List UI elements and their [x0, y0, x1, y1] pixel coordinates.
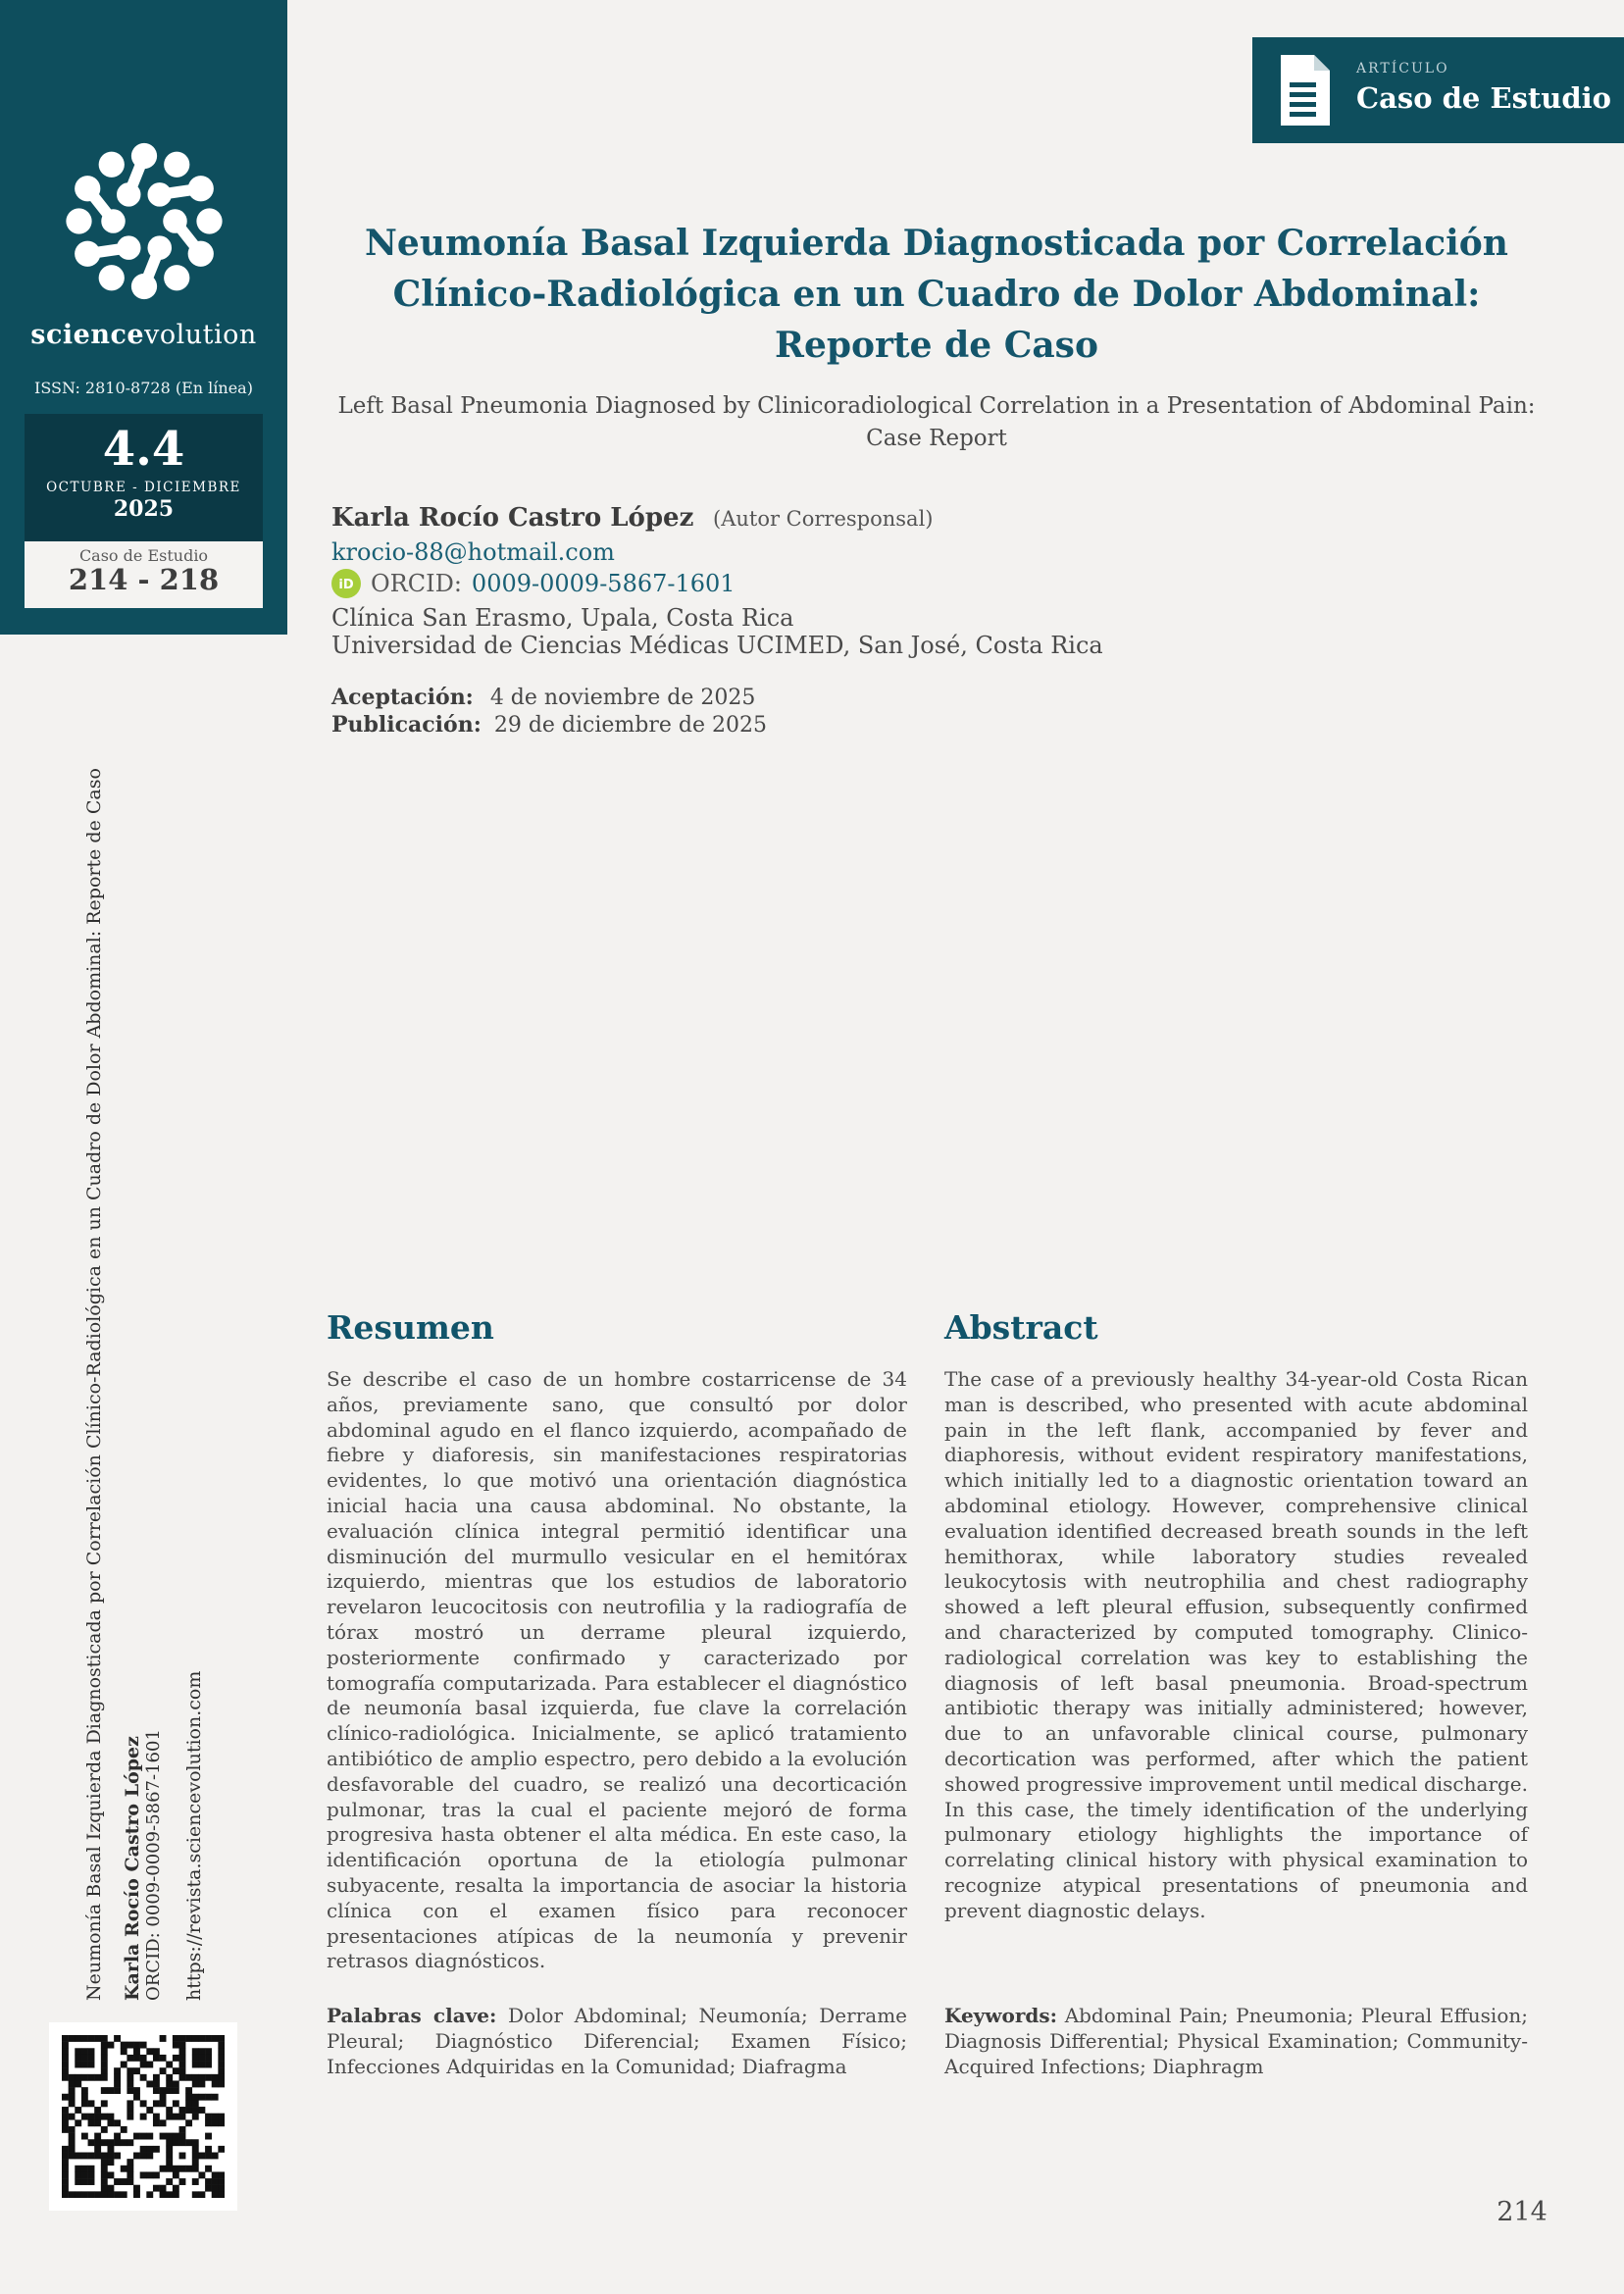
rail-article-title: Neumonía Basal Izquierda Diagnosticada por Correlación Clínico-Radiológica en un Cuadro de Dolor Abdominal: Reporte de Caso	[83, 768, 105, 2001]
acceptance-date-line	[331, 685, 755, 710]
document-icon	[1279, 53, 1330, 127]
abstract-keywords-list: Abdominal Pain; Pneumonia; Pleural Effusion; Diagnosis Differential; Physical Examination; Community-Acquired Infections; Diaphragm	[944, 2004, 1528, 2078]
page-number: 214	[1497, 2197, 1548, 2227]
resumen-keywords	[327, 2003, 907, 2079]
publication-label: Publicación:	[331, 712, 482, 738]
journal-logo-icon	[58, 135, 229, 307]
issue-page-range: 214 - 218	[68, 563, 220, 596]
publication-date-line	[331, 712, 767, 738]
author-role: (Autor Corresponsal)	[713, 507, 934, 531]
svg-text:iD: iD	[338, 578, 354, 592]
abstract-keywords-label: Keywords:	[944, 2004, 1058, 2027]
acceptance-label: Aceptación:	[331, 685, 474, 710]
wordmark-bold-part: science	[30, 320, 145, 350]
orcid-label: ORCID:	[371, 570, 462, 597]
journal-wordmark	[0, 320, 287, 350]
article-type-badge	[1252, 37, 1624, 143]
resumen-keywords-label: Palabras clave:	[327, 2004, 497, 2027]
wordmark-light-part: volution	[144, 320, 257, 350]
article-title-english: Left Basal Pneumonia Diagnosed by Clinicoradiological Correlation in a Presentation of Abdominal Pain: Case Report	[337, 393, 1536, 451]
resumen-heading: Resumen	[327, 1308, 494, 1347]
rail-orcid: ORCID: 0009-0009-5867-1601	[143, 1729, 164, 2001]
publication-value: 29 de diciembre de 2025	[493, 713, 767, 738]
badge-kicker: ARTÍCULO	[1356, 61, 1449, 76]
issue-year: 2025	[113, 496, 175, 522]
abstract-body: The case of a previously healthy 34-year-old Costa Rican man is described, who presented with acute abdominal pain in the left flank, accompanied by fever and diaphoresis, without evident respiratory manifestations, which initially led to a diagnostic orientation toward an abdominal etiology. However, comprehensive clinical evaluation identified decreased breath sounds in the left hemithorax, while laboratory studies revealed leukocytosis with neutrophilia and chest radiography showed a left pleural effusion, subsequently confirmed and characterized by computed tomography. Clinico-radiological correlation was key to establishing the diagnosis of left basal pneumonia. Broad-spectrum antibiotic therapy was initially administered; however, due to an unfavorable clinical course, pulmonary decortication was performed, after which the patient showed progressive improvement until medical discharge. In this case, the timely identification of the underlying pulmonary etiology highlights the importance of correlating clinical history with physical examination to recognize atypical presentations of pneumonia and prevent diagnostic delays.	[944, 1367, 1528, 1922]
issue-months: OCTUBRE - DICIEMBRE	[46, 480, 241, 495]
page-range-box	[25, 541, 263, 608]
issue-info-box	[25, 414, 263, 541]
issue-section-label: Caso de Estudio	[78, 546, 209, 565]
author-affiliation-2: Universidad de Ciencias Médicas UCIMED, San José, Costa Rica	[331, 632, 1103, 659]
rail-author-name: Karla Rocío Castro López	[122, 1736, 143, 2001]
issue-volume: 4.4	[102, 422, 185, 477]
abstract-keywords	[944, 2003, 1528, 2079]
article-title-spanish: Neumonía Basal Izquierda Diagnosticada por Correlación Clínico-Radiológica en un Cuadro de Dolor Abdominal: Reporte de Caso	[365, 223, 1508, 366]
abstract-heading: Abstract	[944, 1308, 1098, 1347]
journal-brand-panel	[0, 0, 287, 635]
qr-code	[49, 2022, 237, 2211]
orcid-id-link[interactable]: 0009-0009-5867-1601	[471, 570, 736, 597]
journal-issn: ISSN: 2810-8728 (En línea)	[34, 379, 253, 397]
resumen-keywords-list: Dolor Abdominal; Neumonía; Derrame Pleural; Diagnóstico Diferencial; Examen Físico; Infecciones Adquiridas en la Comunidad; Diafragma	[327, 2004, 907, 2078]
rail-journal-url-link[interactable]: https://revista.sciencevolution.com	[183, 1670, 205, 2001]
author-email-link[interactable]: krocio-88@hotmail.com	[331, 538, 615, 566]
acceptance-value: 4 de noviembre de 2025	[489, 686, 756, 710]
orcid-row	[331, 569, 736, 598]
author-line	[331, 503, 934, 533]
resumen-body: Se describe el caso de un hombre costarricense de 34 años, previamente sano, que consultó por dolor abdominal agudo en el flanco izquierdo, acompañado de fiebre y diaforesis, sin manifestaciones respiratorias evidentes, lo que motivó una orientación diagnóstica inicial hacia una causa abdominal. No obstante, la evaluación clínica integral permitió identificar una disminución del murmullo vesicular en el hemitórax izquierdo, mientras que los estudios de laboratorio revelaron leucocitosis con neutrofilia y la radiografía de tórax mostró un derrame pleural izquierdo, posteriormente confirmado y caracterizado por tomografía computarizada. Para establecer el diagnóstico de neumonía basal izquierda, fue clave la correlación clínico-radiológica. Inicialmente, se aplicó tratamiento antibiótico de amplio espectro, pero debido a la evolución desfavorable del cuadro, se realizó una decorticación pulmonar, tras la cual el paciente mejoró de forma progresiva hasta obtener el alta médica. En este caso, la identificación oportuna de la etiología pulmonar subyacente, resalta la importancia de asociar la historia clínica con el examen físico para reconocer presentaciones atípicas de la neumonía y prevenir retrasos diagnósticos.	[327, 1367, 907, 1973]
author-affiliation-1: Clínica San Erasmo, Upala, Costa Rica	[331, 604, 794, 632]
badge-label: Caso de Estudio	[1356, 81, 1612, 115]
author-name: Karla Rocío Castro López	[331, 503, 694, 533]
orcid-icon	[331, 569, 361, 598]
